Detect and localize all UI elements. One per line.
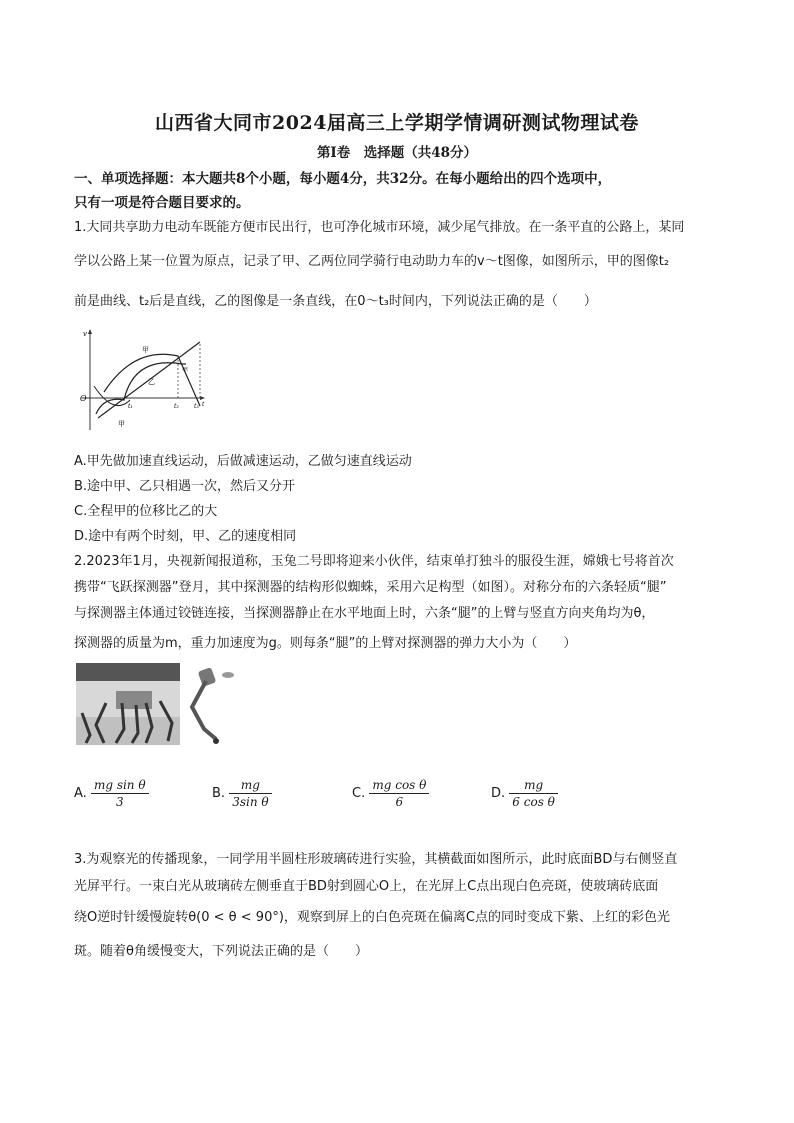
q1-stem-line1: 1.大同共享助力电动车既能方便市民出行，也可净化城市环境，减少尾气排放。在一条平直的公路上，某同 bbox=[74, 220, 685, 235]
graph-yi-label: 乙 bbox=[148, 378, 155, 386]
q1-stem-line2: 学以公路上某一位置为原点，记录了甲、乙两位同学骑行电动助力车的v～t图像，如图所示，甲的图像t₂ bbox=[74, 254, 670, 269]
q2-option-a[interactable] bbox=[74, 778, 149, 809]
fraction-denominator: 3 bbox=[115, 795, 124, 809]
graph-v-label: v bbox=[83, 330, 87, 338]
graph-t2-label: t₂ bbox=[174, 403, 179, 410]
q2-stem-line3: 与探测器主体通过铰链连接，当探测器静止在水平地面上时，六条“腿”的上臂与竖直方向夹角均为θ， bbox=[74, 606, 655, 621]
q1-stem-line3: 前是曲线、t₂后是直线，乙的图像是一条直线，在0～t₃时间内，下列说法正确的是（ ） bbox=[74, 294, 597, 309]
fraction-numerator: mg bbox=[229, 778, 271, 794]
q2-option-d-fraction bbox=[509, 778, 558, 809]
fraction-denominator: 6 cos θ bbox=[512, 795, 555, 809]
q3-stem-line4: 斑。随着θ角缓慢变大，下列说法正确的是（ ） bbox=[74, 944, 368, 959]
q1-option-a[interactable]: A.甲先做加速直线运动，后做减速运动，乙做匀速直线运动 bbox=[74, 454, 412, 469]
q2-stem-line2: 携带“飞跃探测器”登月，其中探测器的结构形似蜘蛛，采用六足构型（如图）。对称分布的六条轻质“腿” bbox=[74, 580, 667, 595]
q2-stem-line4: 探测器的质量为m，重力加速度为g。则每条“腿”的上臂对探测器的弹力大小为（ ） bbox=[74, 636, 577, 651]
q3-stem-line2: 光屏平行。一束白光从玻璃砖左侧垂直于BD射到圆心O上，在光屏上C点出现白色亮斑，使玻璃砖底面 bbox=[74, 879, 659, 894]
graph-jia-top-label: 甲 bbox=[142, 346, 149, 354]
section-instructions-line1: 一、单项选择题：本大题共8个小题，每小题4分，共32分。在每小题给出的四个选项中， bbox=[74, 171, 612, 187]
q2-option-c-fraction bbox=[369, 778, 429, 809]
graph-jia-bottom-label: 甲 bbox=[118, 420, 125, 428]
q1-option-b[interactable]: B.途中甲、乙只相遇一次，然后又分开 bbox=[74, 479, 296, 494]
graph-origin-label: O bbox=[80, 394, 87, 403]
fraction-numerator: mg cos θ bbox=[369, 778, 429, 794]
fraction-denominator: 6 bbox=[395, 795, 404, 809]
fraction-numerator: mg sin θ bbox=[91, 778, 149, 794]
q2-option-b[interactable] bbox=[212, 778, 272, 809]
section-subtitle: 第Ⅰ卷 选择题（共48分） bbox=[316, 145, 478, 161]
fraction-denominator: 3sin θ bbox=[232, 795, 269, 809]
page-title: 山西省大同市2024届高三上学期学情调研测试物理试卷 bbox=[155, 112, 639, 134]
q2-lander-photo bbox=[76, 663, 244, 745]
q3-stem-line1: 3.为观察光的传播现象，一同学用半圆柱形玻璃砖进行实验，其横截面如图所示，此时底面BD与右侧竖直 bbox=[74, 852, 678, 867]
q2-option-a-label: A. bbox=[74, 786, 87, 801]
q2-option-d-label: D. bbox=[491, 786, 506, 801]
q2-option-b-label: B. bbox=[212, 786, 226, 801]
graph-t-label: t bbox=[202, 401, 205, 408]
q1-vt-graph bbox=[74, 326, 208, 436]
q2-option-c-label: C. bbox=[352, 786, 366, 801]
graph-jia-right-label: 甲 bbox=[182, 367, 189, 374]
q2-option-c[interactable] bbox=[352, 778, 429, 809]
q1-option-d[interactable]: D.途中有两个时刻，甲、乙的速度相同 bbox=[74, 529, 297, 544]
q3-stem-line3: 绕O逆时针缓慢旋转θ(0 < θ < 90°)，观察到屏上的白色亮斑在偏离C点的同时变成下紫、上红的彩色光 bbox=[74, 910, 670, 925]
q2-option-a-fraction bbox=[91, 778, 149, 809]
section-instructions-line2: 只有一项是符合题目要求的。 bbox=[74, 195, 250, 211]
q1-option-c[interactable]: C.全程甲的位移比乙的大 bbox=[74, 504, 218, 519]
q2-option-d[interactable] bbox=[491, 778, 558, 809]
q2-stem-line1: 2.2023年1月，央视新闻报道称，玉兔二号即将迎来小伙伴，结束单打独斗的服役生涯，嫦娥七号将首次 bbox=[74, 554, 674, 569]
q2-option-b-fraction bbox=[229, 778, 271, 809]
graph-t1-label: t₁ bbox=[128, 403, 133, 410]
fraction-numerator: mg bbox=[509, 778, 558, 794]
graph-t3-label: t₃ bbox=[194, 403, 199, 410]
